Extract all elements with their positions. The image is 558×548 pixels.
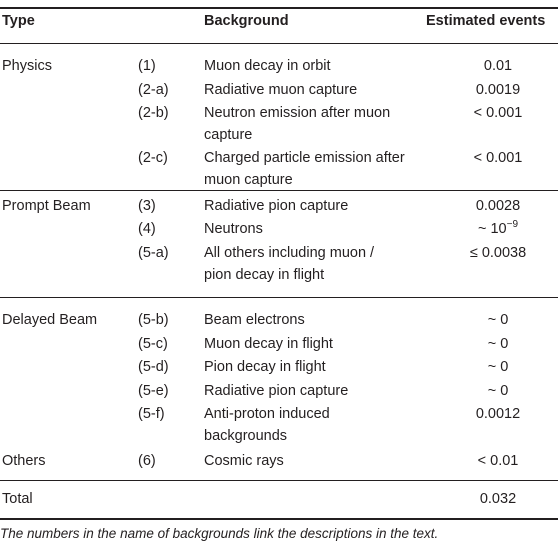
row-background: Cosmic rays xyxy=(204,453,284,469)
row-background: Anti-proton induced backgrounds xyxy=(204,406,330,444)
row-estimate: 0.0028 xyxy=(475,198,521,214)
group-type-others: Others xyxy=(2,453,46,469)
row-background: Neutron emission after muon capture xyxy=(204,105,391,143)
row-background: Neutrons xyxy=(204,221,263,237)
total-estimate: 0.032 xyxy=(479,491,517,507)
header-type: Type xyxy=(2,13,35,29)
row-id: (2-b) xyxy=(138,105,169,121)
row-background: Beam electrons xyxy=(204,312,305,328)
row-estimate: 0.0012 xyxy=(475,406,521,422)
row-id: (4) xyxy=(138,221,156,237)
row-estimate: ~ 0 xyxy=(487,359,509,375)
group-type-prompt-beam: Prompt Beam xyxy=(2,198,91,214)
estimate-prefix: ~ 10 xyxy=(477,221,507,237)
row-id: (6) xyxy=(138,453,156,469)
header-background: Background xyxy=(204,13,289,29)
row-estimate: < 0.001 xyxy=(473,105,523,121)
row-id: (1) xyxy=(138,58,156,74)
row-id: (2-c) xyxy=(138,150,168,166)
row-estimate: ≤ 0.0038 xyxy=(469,245,527,261)
estimate-exponent: −9 xyxy=(506,219,519,230)
row-id: (2-a) xyxy=(138,82,169,98)
group-type-delayed-beam: Delayed Beam xyxy=(2,312,98,328)
row-estimate: < 0.001 xyxy=(473,150,523,166)
row-background: Pion decay in flight xyxy=(204,359,326,375)
row-id: (5-d) xyxy=(138,359,169,375)
table-footnote: The numbers in the name of backgrounds link the descriptions in the text. xyxy=(0,526,439,541)
row-estimate: ~ 0 xyxy=(487,383,509,399)
row-estimate: 0.0019 xyxy=(475,82,521,98)
group-rule xyxy=(0,190,558,191)
row-estimate: < 0.01 xyxy=(477,453,519,469)
row-estimate: 0.01 xyxy=(483,58,513,74)
row-id: (3) xyxy=(138,198,156,214)
row-background: Muon decay in orbit xyxy=(204,58,331,74)
row-id: (5-b) xyxy=(138,312,169,328)
row-background: Radiative muon capture xyxy=(204,82,358,98)
table-top-rule xyxy=(0,7,558,9)
row-background: Radiative pion capture xyxy=(204,383,349,399)
row-estimate: ~ 0 xyxy=(487,312,509,328)
row-background: Charged particle emission after muon capture xyxy=(204,150,405,188)
row-id: (5-a) xyxy=(138,245,169,261)
total-rule xyxy=(0,480,558,481)
row-id: (5-e) xyxy=(138,383,169,399)
header-rule xyxy=(0,43,558,44)
row-background: Muon decay in flight xyxy=(204,336,333,352)
table-bottom-rule xyxy=(0,518,558,520)
total-label: Total xyxy=(2,491,33,507)
row-background: All others including muon / pion decay in flight xyxy=(204,245,375,283)
row-estimate xyxy=(440,218,556,240)
group-type-physics: Physics xyxy=(2,58,52,74)
row-background: Radiative pion capture xyxy=(204,198,349,214)
header-estimated-events: Estimated events xyxy=(426,13,546,29)
row-id: (5-c) xyxy=(138,336,168,352)
row-id: (5-f) xyxy=(138,406,165,422)
group-rule xyxy=(0,297,558,298)
row-estimate: ~ 0 xyxy=(487,336,509,352)
